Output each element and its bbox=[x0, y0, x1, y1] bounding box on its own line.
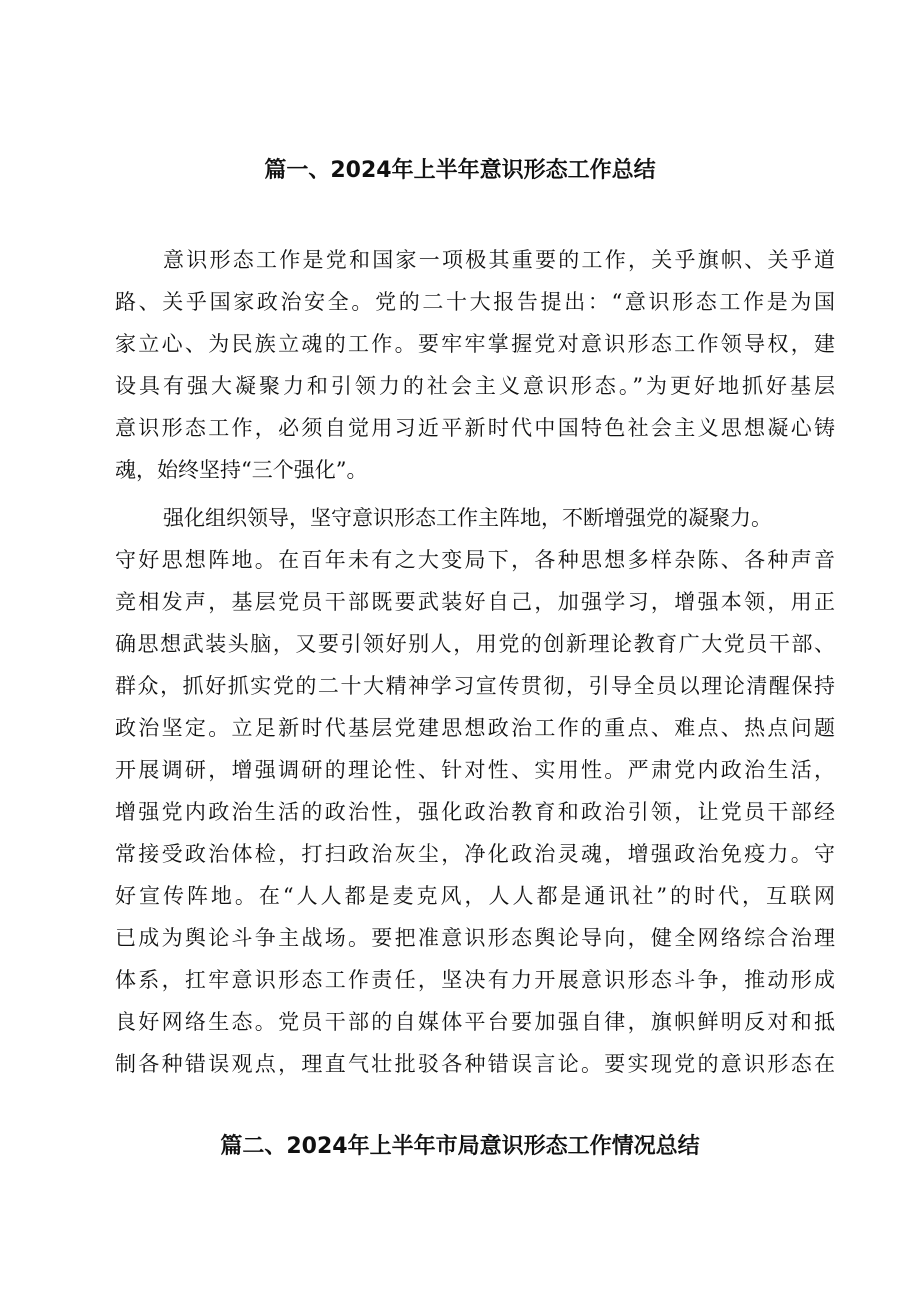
paragraph-line: 开展调研，增强调研的理论性、针对性、实用性。严肃党内政治生活， bbox=[115, 758, 835, 782]
section-2-title: 篇二、2024年上半年市局意识形态工作情况总结 bbox=[220, 1134, 700, 1159]
paragraph-line: 守好思想阵地。在百年未有之大变局下，各种思想多样杂陈、各种声音 bbox=[115, 548, 835, 572]
paragraph-line: 魂，始终坚持“三个强化”。 bbox=[115, 458, 368, 482]
paragraph-line: 设具有强大凝聚力和引领力的社会主义意识形态。”为更好地抓好基层 bbox=[115, 374, 835, 398]
paragraph-line: 竞相发声，基层党员干部既要武装好自己，加强学习，增强本领，用正 bbox=[115, 590, 835, 614]
paragraph-line: 家立心、为民族立魂的工作。要牢牢掌握党对意识形态工作领导权，建 bbox=[115, 332, 835, 356]
paragraph-line: 体系，扛牢意识形态工作责任，坚决有力开展意识形态斗争，推动形成 bbox=[115, 968, 835, 992]
paragraph-line: 强化组织领导，坚守意识形态工作主阵地，不断增强党的凝聚力。 bbox=[163, 506, 772, 530]
paragraph-line: 常接受政治体检，打扫政治灰尘，净化政治灵魂，增强政治免疫力。守 bbox=[115, 842, 835, 866]
paragraph-line: 群众，抓好抓实党的二十大精神学习宣传贯彻，引导全员以理论清醒保持 bbox=[115, 674, 835, 698]
paragraph-line: 确思想武装头脑，又要引领好别人，用党的创新理论教育广大党员干部、 bbox=[115, 632, 835, 656]
paragraph-line: 好宣传阵地。在“人人都是麦克风，人人都是通讯社”的时代，互联网 bbox=[115, 884, 835, 908]
paragraph-line: 已成为舆论斗争主战场。要把准意识形态舆论导向，健全网络综合治理 bbox=[115, 926, 835, 950]
paragraph-line: 良好网络生态。党员干部的自媒体平台要加强自律，旗帜鲜明反对和抵 bbox=[115, 1010, 835, 1034]
paragraph-line: 政治坚定。立足新时代基层党建思想政治工作的重点、难点、热点问题 bbox=[115, 716, 835, 740]
section-1-title: 篇一、2024年上半年意识形态工作总结 bbox=[264, 158, 656, 183]
paragraph-line: 增强党内政治生活的政治性，强化政治教育和政治引领，让党员干部经 bbox=[115, 800, 835, 824]
paragraph-line: 意识形态工作，必须自觉用习近平新时代中国特色社会主义思想凝心铸 bbox=[115, 416, 835, 440]
paragraph-line: 意识形态工作是党和国家一项极其重要的工作，关乎旗帜、关乎道 bbox=[163, 248, 835, 272]
paragraph-line: 制各种错误观点，理直气壮批驳各种错误言论。要实现党的意识形态在 bbox=[115, 1052, 835, 1076]
paragraph-line: 路、关乎国家政治安全。党的二十大报告提出：“意识形态工作是为国 bbox=[115, 290, 835, 314]
